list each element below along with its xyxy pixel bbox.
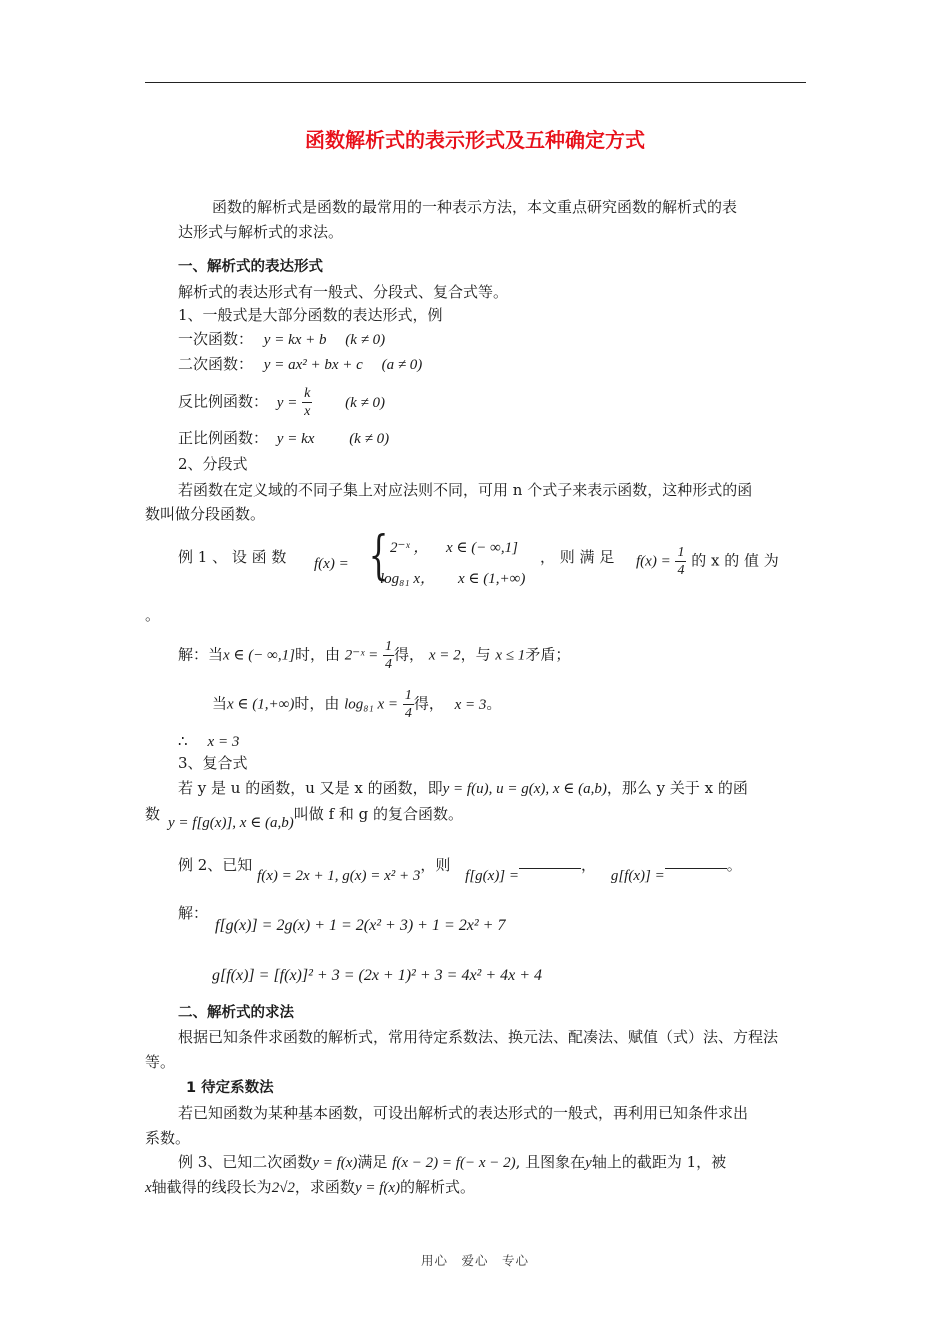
label: 正比例函数： <box>178 429 269 447</box>
document-title: 函数解析式的表示形式及五种确定方式 <box>305 128 645 152</box>
formula: y = <box>276 394 298 411</box>
subsection-heading: 1 待定系数法 <box>186 1080 274 1096</box>
example-3-line-1: 例 3、已知二次函数y = f(x)满足 f(x − 2) = f(− x − 2), 且图象在y轴上的截距为 1，被 <box>178 1153 727 1171</box>
answer-blank <box>519 868 581 869</box>
example-3-line-2: x轴截得的线段长为2√2，求函数y = f(x)的解析式。 <box>145 1178 476 1196</box>
condition: (k ≠ 0) <box>345 332 386 348</box>
fraction: $\frac{1}{4}$ <box>677 545 685 578</box>
composite-def-line-2: 数 y = f[g(x)], x ∈ (a,b)叫做 f 和 g 的复合函数。 <box>145 805 464 831</box>
condition: (k ≠ 0) <box>345 394 385 411</box>
label: 一次函数： <box>178 330 254 348</box>
case-2: log₈₁ x， <box>380 571 436 587</box>
solution-line-2: 当x ∈ (1,+∞)时，由 log₈₁ x = $\frac{1}{4}$ 得， x = 3。 <box>212 688 502 721</box>
condition: (a ≠ 0) <box>381 357 423 373</box>
fraction: $\frac{k}{x}$ <box>304 386 311 419</box>
paragraph: 系数。 <box>145 1129 191 1147</box>
linear-function-line <box>178 328 385 351</box>
formula: y = kx + b <box>263 332 327 348</box>
condition: (k ≠ 0) <box>349 431 390 447</box>
paragraph: 等。 <box>145 1053 176 1071</box>
proportional-line <box>178 427 389 450</box>
fraction: $\frac{1}{4}$ <box>385 639 393 672</box>
section-2-heading: 二、解析式的求法 <box>178 1005 294 1021</box>
composite-def-line: 若 y 是 u 的函数，u 又是 x 的函数，即y = f(u), u = g(x), x ∈ (a,b)，那么 y 关于 x 的函 <box>178 779 748 797</box>
inverse-proportional-line <box>178 385 385 420</box>
paragraph: 3、复合式 <box>178 754 248 772</box>
condition-fx: f(x) = $\frac{1}{4}$ 的 x 的 值 为 <box>636 545 779 578</box>
label: 二次函数： <box>178 355 254 373</box>
intro-line-1: 函数的解析式是函数的最常用的一种表示方法，本文重点研究函数的解析式的表 <box>212 198 738 216</box>
formula: y = ax² + bx + c <box>263 357 363 373</box>
paragraph: 若已知函数为某种基本函数，可设出解析式的表达形式的一般式，再利用已知条件求出 <box>178 1104 749 1122</box>
solution-line-1: 解：当x ∈ (− ∞,1]时，由 2⁻ˣ = $\frac{1}{4}$ 得， x = 2，与 x ≤ 1矛盾； <box>178 639 571 672</box>
quadratic-function-line <box>178 353 422 376</box>
text: ， 则 满 足 <box>540 548 615 566</box>
example-1-label: 例 1 、 设 函 数 <box>178 548 287 566</box>
solution-2-label: 解： <box>178 904 209 922</box>
domain-2: x ∈ (1,+∞) <box>458 571 526 587</box>
header-rule <box>145 82 806 83</box>
label: 反比例函数： <box>178 392 269 411</box>
formula: y = kx <box>276 431 315 447</box>
fraction: $\frac{1}{4}$ <box>404 688 412 721</box>
period: 。 <box>145 606 161 624</box>
answer-blank <box>665 868 727 869</box>
therefore-line: ∴ x = 3 <box>178 732 240 750</box>
brace: { <box>368 526 389 586</box>
paragraph: 根据已知条件求函数的解析式，常用待定系数法、换元法、配凑法、赋值（式）法、方程法 <box>178 1028 779 1046</box>
paragraph: 2、分段式 <box>178 455 248 473</box>
paragraph: 若函数在定义域的不同子集上对应法则不同，可用 n 个式子来表示函数，这种形式的函 <box>178 481 753 499</box>
solution-2-line-1: f[g(x)] = 2g(x) + 1 = 2(x² + 3) + 1 = 2x² + 7 <box>215 917 506 934</box>
intro-line-2: 达形式与解析式的求法。 <box>178 223 344 241</box>
solution-2-line-2: g[f(x)] = [f(x)]² + 3 = (2x + 1)² + 3 = 4x² + 4x + 4 <box>212 967 543 984</box>
page-footer: 用心 爱心 专心 <box>420 1253 529 1268</box>
piecewise-fx: f(x) = <box>314 556 349 572</box>
domain-1: x ∈ (− ∞,1] <box>446 540 518 556</box>
paragraph: 数叫做分段函数。 <box>145 505 266 523</box>
paragraph: 解析式的表达形式有一般式、分段式、复合式等。 <box>178 283 509 301</box>
section-1-heading: 一、解析式的表达形式 <box>178 259 323 275</box>
case-1: 2⁻ˣ ， <box>390 540 429 556</box>
example-2-line: 例 2、已知 f(x) = 2x + 1, g(x) = x² + 3，则 f[g(x)] =， g[f(x)] =。 <box>178 856 742 884</box>
paragraph: 1、一般式是大部分函数的表达形式，例 <box>178 306 443 324</box>
